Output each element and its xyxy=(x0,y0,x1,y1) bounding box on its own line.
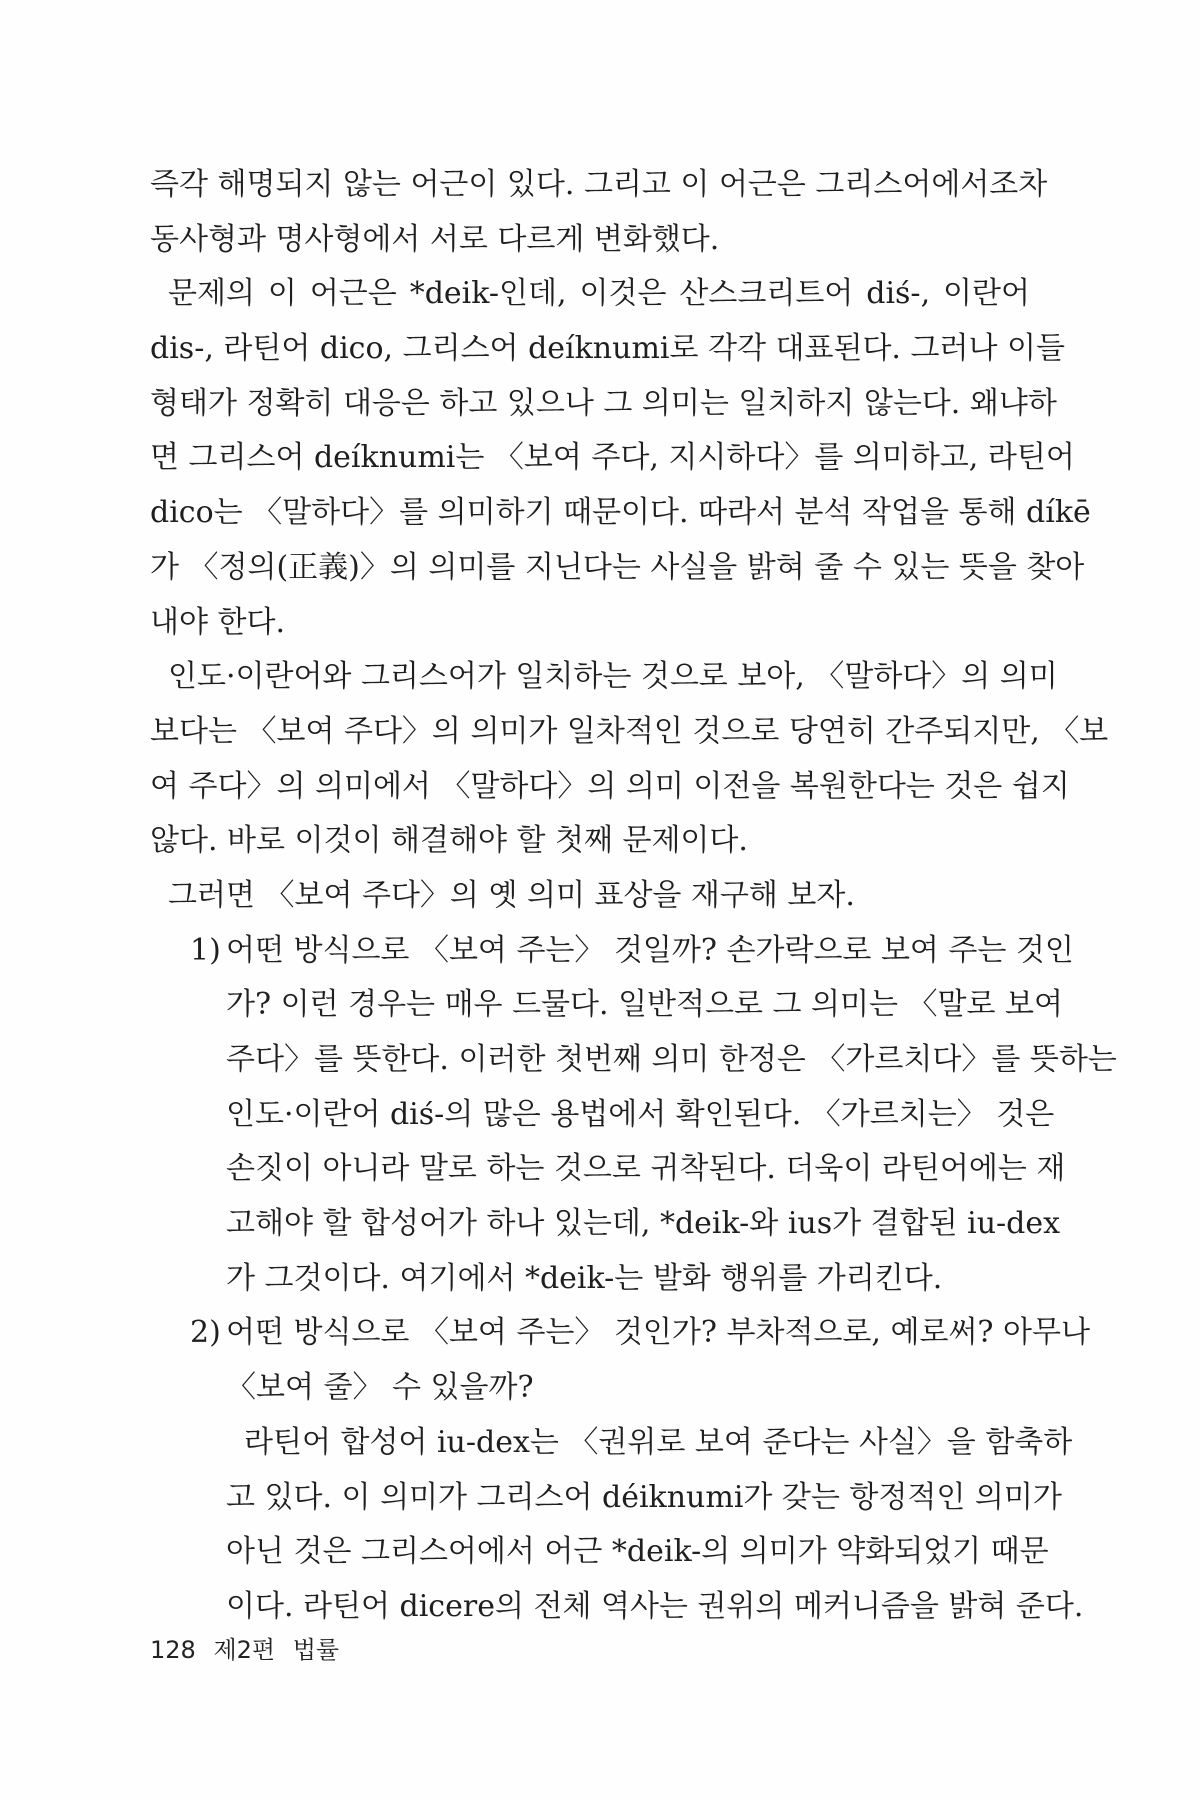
text-line: 즉각 해명되지 않는 어근이 있다. 그리고 이 어근은 그리스어에서조차 xyxy=(150,167,1048,202)
text-line: 보다는 〈보여 주다〉의 의미가 일차적인 것으로 당연히 간주되지만, 〈보 xyxy=(150,713,1109,749)
section-label: 제2편 xyxy=(213,1636,276,1664)
text-line: 않다. 바로 이것이 해결해야 할 첫째 문제이다. xyxy=(150,823,748,859)
chapter-title: 법률 xyxy=(292,1636,340,1664)
text-line: 〈보여 줄〉 수 있을까? xyxy=(226,1370,534,1406)
text-line: dico는 〈말하다〉를 의미하기 때문이다. 따라서 분석 작업을 통해 díkē xyxy=(150,495,1091,531)
page-footer xyxy=(150,1630,349,1665)
text-line: 고해야 할 합성어가 하나 있는데, *deik-와 ius가 결합된 iu-dex xyxy=(226,1206,1061,1242)
text-line: 그러면 〈보여 주다〉의 옛 의미 표상을 재구해 보자. xyxy=(168,877,855,913)
text-line: 주다〉를 뜻한다. 이러한 첫번째 의미 한정은 〈가르치다〉를 뜻하는 xyxy=(226,1042,1117,1077)
text-line: 아닌 것은 그리스어에서 어근 *deik-의 의미가 약화되었기 때문 xyxy=(226,1534,1049,1570)
text-line: 인도·이란어와 그리스어가 일치하는 것으로 보아, 〈말하다〉의 의미 xyxy=(168,659,1058,695)
text-line: 내야 한다. xyxy=(150,604,285,640)
text-line: dis-, 라틴어 dico, 그리스어 deíknumi로 각각 대표된다. 그러나 이들 xyxy=(150,331,1065,367)
text-line: 여 주다〉의 의미에서 〈말하다〉의 의미 이전을 복원한다는 것은 쉽지 xyxy=(150,768,1070,804)
text-line: 가? 이런 경우는 매우 드물다. 일반적으로 그 의미는 〈말로 보여 xyxy=(226,987,1063,1023)
text-line: 어떤 방식으로 〈보여 주는〉 것인가? 부차적으로, 예로써? 아무나 xyxy=(226,1315,1090,1351)
text-line: 고 있다. 이 의미가 그리스어 déiknumi가 갖는 항정적인 의미가 xyxy=(226,1479,1062,1515)
text-line: 문제의 이 어근은 *deik-인데, 이것은 산스크리트어 diś-, 이란어 xyxy=(168,276,1030,312)
text-line: 어떤 방식으로 〈보여 주는〉 것일까? 손가락으로 보여 주는 것인 xyxy=(226,932,1074,968)
list-item-1 xyxy=(150,924,1074,979)
text-line: 손짓이 아니라 말로 하는 것으로 귀착된다. 더욱이 라틴어에는 재 xyxy=(226,1151,1066,1187)
text-line: 인도·이란어 diś-의 많은 용법에서 확인된다. 〈가르치는〉 것은 xyxy=(226,1096,1055,1132)
page-number: 128 xyxy=(150,1636,196,1664)
list-label: 2) xyxy=(190,1315,221,1351)
text-line: 라틴어 합성어 iu-dex는 〈권위로 보여 준다는 사실〉을 함축하 xyxy=(244,1424,1073,1460)
text-line: 형태가 정확히 대응은 하고 있으나 그 의미는 일치하지 않는다. 왜냐하 xyxy=(150,385,1057,421)
text-line: 가 그것이다. 여기에서 *deik-는 발화 행위를 가리킨다. xyxy=(226,1260,943,1296)
text-line: 동사형과 명사형에서 서로 다르게 변화했다. xyxy=(150,221,720,257)
list-label: 1) xyxy=(190,932,221,968)
list-item-2 xyxy=(150,1306,1090,1361)
body-text xyxy=(150,158,1117,1635)
text-line: 면 그리스어 deíknumi는 〈보여 주다, 지시하다〉를 의미하고, 라틴어 xyxy=(150,440,1075,476)
text-line: 이다. 라틴어 dicere의 전체 역사는 권위의 메커니즘을 밝혀 준다. xyxy=(226,1588,1084,1624)
text-line: 가 〈정의(正義)〉의 의미를 지닌다는 사실을 밝혀 줄 수 있는 뜻을 찾아 xyxy=(150,549,1085,585)
